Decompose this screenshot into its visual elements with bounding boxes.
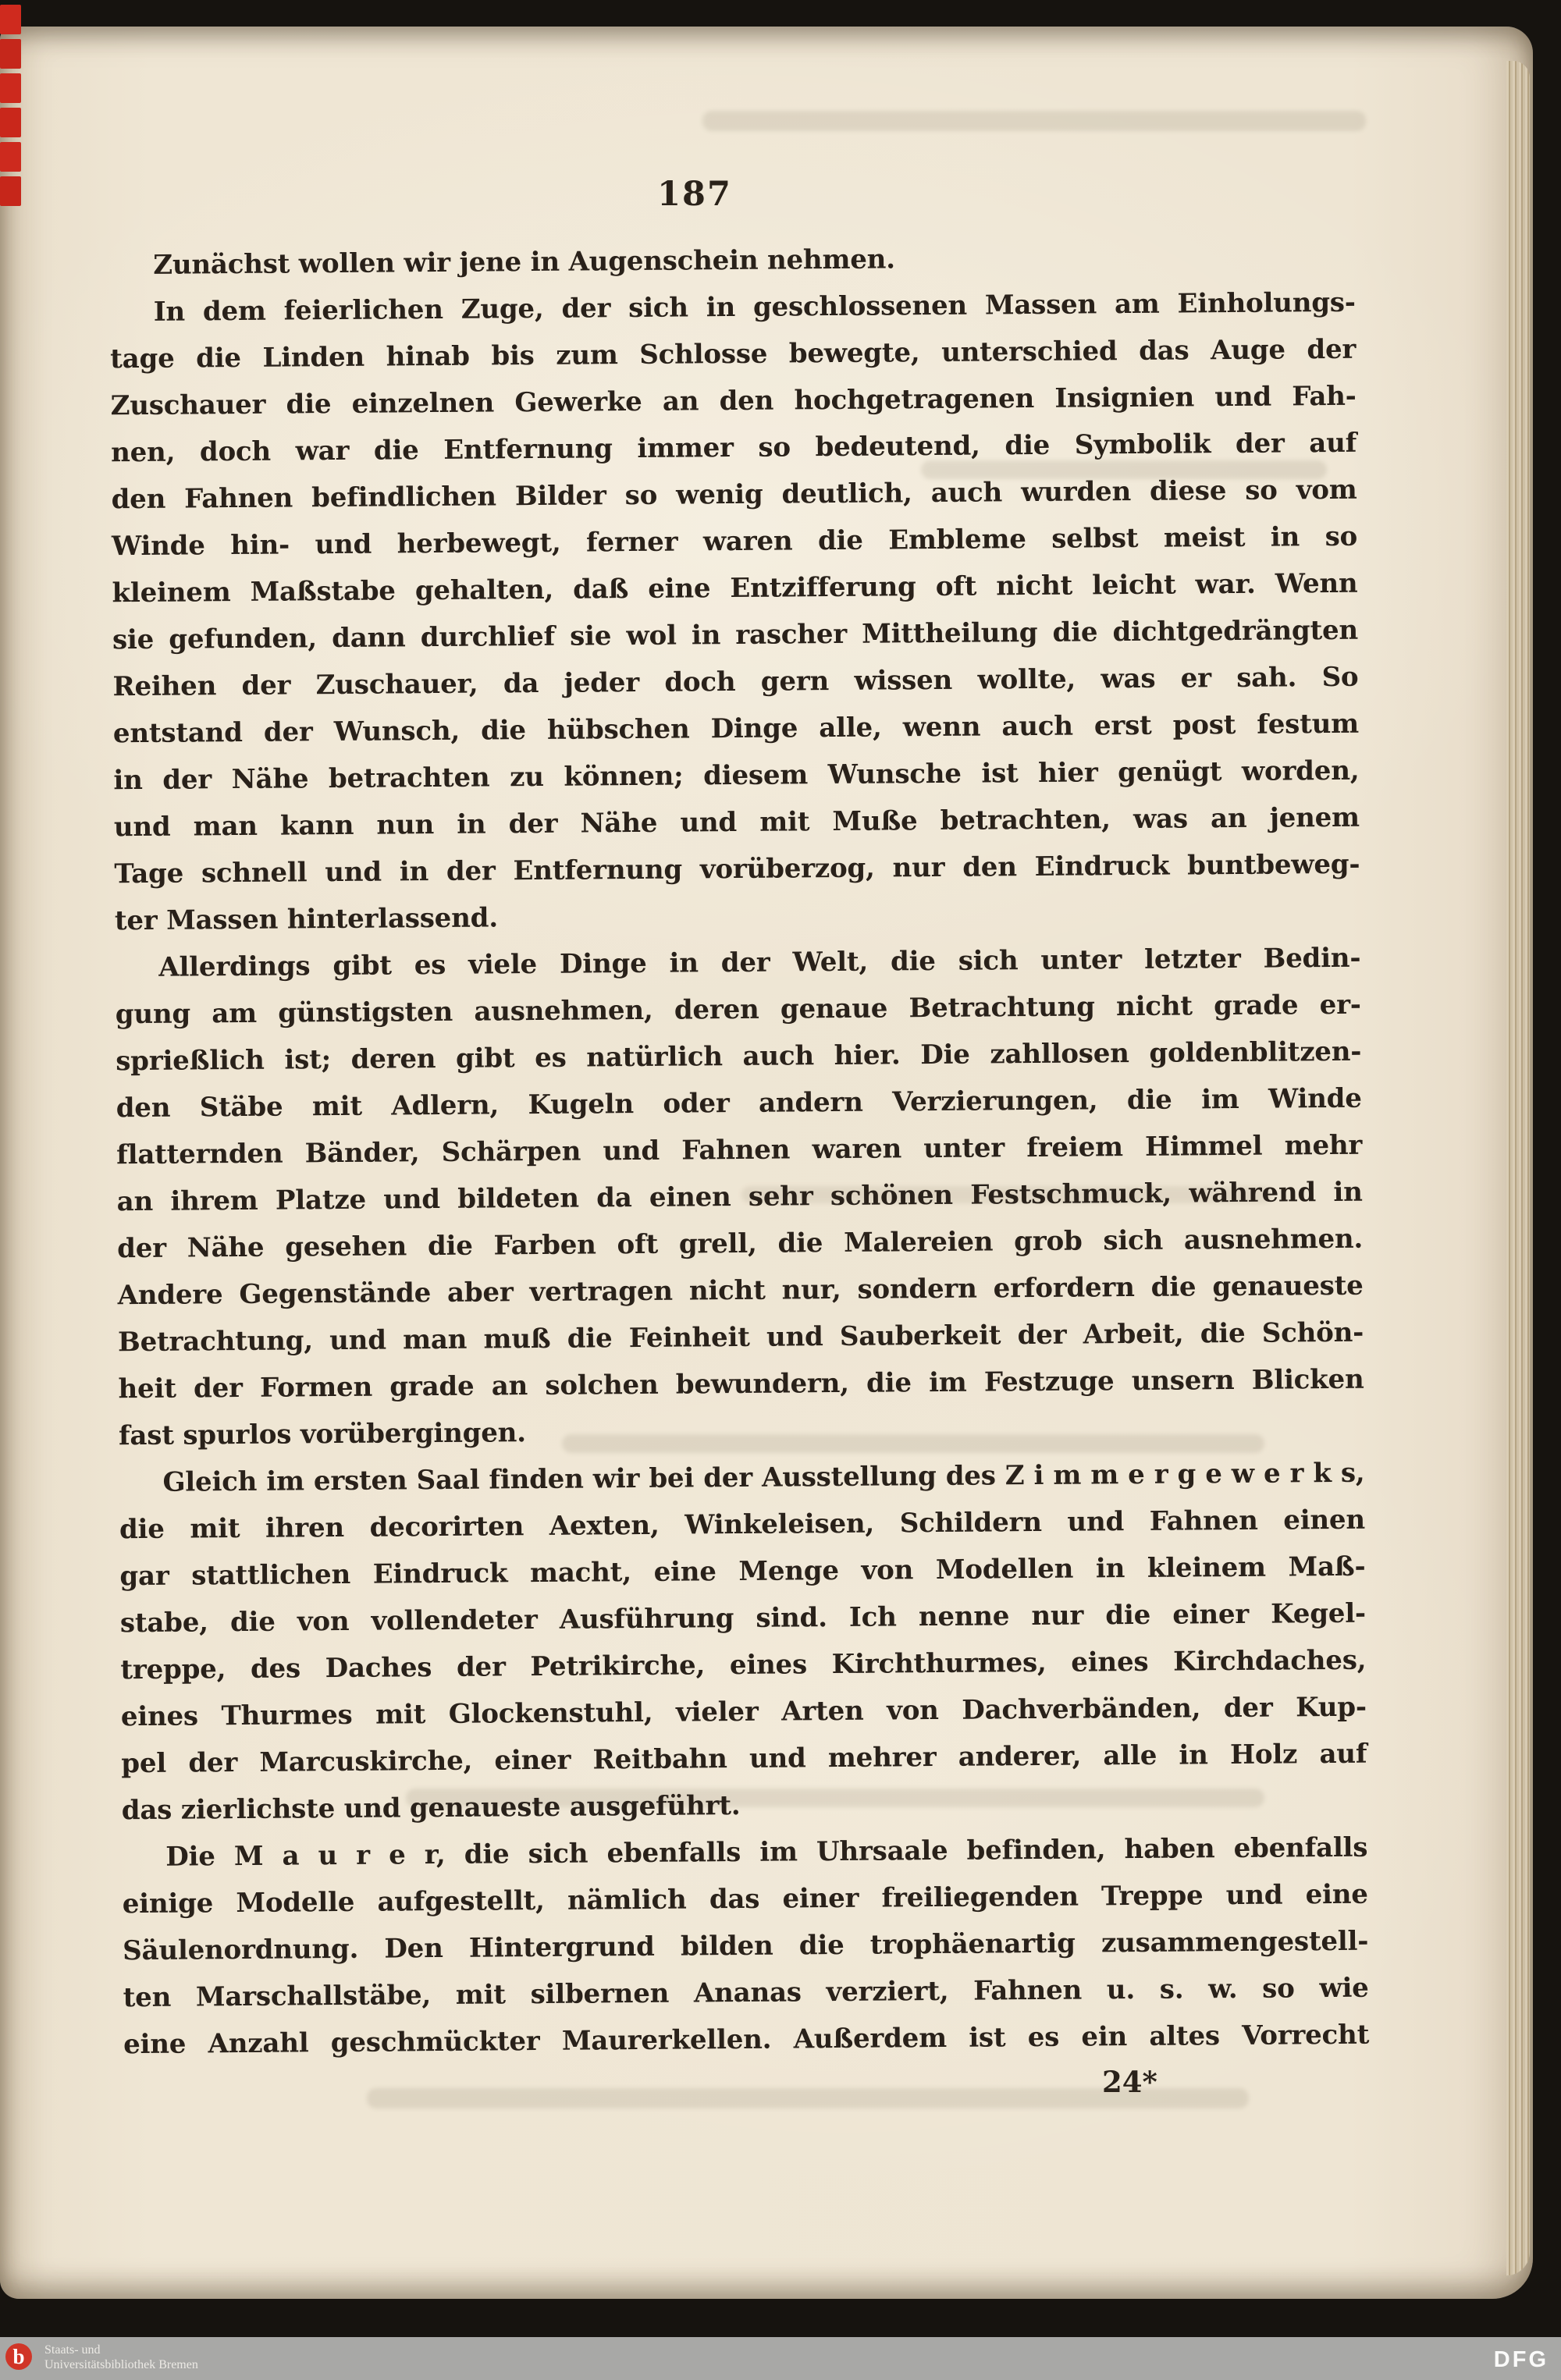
text-line: ter Massen hinterlassend. xyxy=(114,902,499,937)
text-line: Betrachtung, und man muß die Feinheit und Sauberkeit der Arbeit, die Schön- xyxy=(117,1316,1364,1359)
text-line: In dem feierlichen Zuge, der sich in geschlossenen Massen am Einholungs- xyxy=(153,286,1356,328)
text-line: Zuschauer die einzelnen Gewerke an den hochgetragenen Insignien und Fah- xyxy=(110,380,1357,422)
text-line: heit der Formen grade an solchen bewundern, die im Festzuge unsern Blicken xyxy=(118,1363,1364,1405)
text-line: Andere Gegenstände aber vertragen nicht nur, sondern erfordern die genaueste xyxy=(117,1270,1364,1312)
text-line: gar stattlichen Eindruck macht, eine Menge von Modellen in kleinem Maß- xyxy=(119,1551,1366,1593)
library-name-line2: Universitätsbibliothek Bremen xyxy=(44,2358,198,2371)
color-calibration-mark xyxy=(0,176,21,206)
text-line: kleinem Maßstabe gehalten, daß eine Entzifferung oft nicht leicht war. Wenn xyxy=(112,567,1358,609)
text-line: an ihrem Platze und bildeten da einen sehr schönen Festschmuck, während in xyxy=(116,1176,1363,1218)
text-block xyxy=(109,233,1369,2068)
text-line: das zierlichste und genaueste ausgeführt. xyxy=(121,1789,741,1827)
text-line: ten Marschallstäbe, mit silbernen Ananas verziert, Fahnen u. s. w. so wie xyxy=(123,1972,1369,2014)
text-line: den Stäbe mit Adlern, Kugeln oder andern Verzierungen, die im Winde xyxy=(116,1082,1362,1124)
text-line: sprießlich ist; deren gibt es natürlich auch hier. Die zahllosen goldenblitzen- xyxy=(116,1035,1362,1078)
color-calibration-mark xyxy=(0,73,21,103)
text-line: fast spurlos vorübergingen. xyxy=(118,1417,527,1452)
text-line: nen, doch war die Entfernung immer so bedeutend, die Symbolik der auf xyxy=(110,427,1357,469)
text-line: einige Modelle aufgestellt, nämlich das einer freiliegenden Treppe und eine xyxy=(122,1878,1368,1920)
text-line: pel der Marcuskirche, einer Reitbahn und mehrer anderer, alle in Holz auf xyxy=(121,1738,1367,1780)
text-line: gung am günstigsten ausnehmen, deren genaue Betrachtung nicht grade er- xyxy=(115,989,1361,1031)
library-logo-letter: b xyxy=(12,2344,25,2368)
text-line: Tage schnell und in der Entfernung vorüberzog, nur den Eindruck buntbeweg- xyxy=(114,848,1360,890)
text-line: Reihen der Zuschauer, da jeder doch gern wissen wollte, was er sah. So xyxy=(112,661,1359,703)
text-line: Winde hin- und herbewegt, ferner waren die Embleme selbst meist in so xyxy=(111,520,1358,563)
text-line: Gleich im ersten Saal finden wir bei der Ausstellung des Z i m m e r g e w e r k s, xyxy=(162,1457,1365,1498)
text-line: und man kann nun in der Nähe und mit Muße betrachten, was an jenem xyxy=(113,801,1360,844)
text-line: sie gefunden, dann durchlief sie wol in rascher Mittheilung die dichtgedrängten xyxy=(112,614,1359,656)
fore-edge-pages xyxy=(1506,61,1530,2275)
footer-bar xyxy=(0,2337,1561,2380)
color-calibration-mark xyxy=(0,5,21,34)
text-line: stabe, die von vollendeter Ausführung sind. Ich nenne nur die einer Kegel- xyxy=(119,1597,1367,1639)
library-logo-badge xyxy=(5,2343,32,2370)
text-line: Allerdings gibt es viele Dinge in der Welt, die sich unter letzter Bedin- xyxy=(158,942,1361,983)
color-calibration-mark xyxy=(0,39,21,69)
bleedthrough-smudge xyxy=(702,111,1366,131)
book-page xyxy=(0,27,1533,2299)
text-line: der Nähe gesehen die Farben oft grell, die Malereien grob sich ausnehmen. xyxy=(116,1223,1364,1265)
text-line: den Fahnen befindlichen Bilder so wenig deutlich, auch wurden diese so vom xyxy=(111,474,1357,516)
text-line: treppe, des Daches der Petrikirche, eines Kirchthurmes, eines Kirchdaches, xyxy=(120,1644,1367,1686)
library-name xyxy=(44,2343,198,2372)
text-line: in der Nähe betrachten zu können; diesem Wunsche ist hier genügt worden, xyxy=(113,755,1360,797)
page-number: 187 xyxy=(657,175,732,214)
text-line: flatternden Bänder, Schärpen und Fahnen waren unter freiem Himmel mehr xyxy=(116,1129,1363,1171)
library-name-line1: Staats- und xyxy=(44,2343,101,2357)
signature-mark: 24* xyxy=(1102,2065,1157,2099)
text-line: Säulenordnung. Den Hintergrund bilden die trophäenartig zusammengestell- xyxy=(123,1925,1369,1967)
text-line: Die M a u r e r, die sich ebenfalls im Uhrsaale befinden, haben ebenfalls xyxy=(165,1831,1368,1873)
text-line: Zunächst wollen wir jene in Augenschein nehmen. xyxy=(153,243,896,281)
text-line: tage die Linden hinab bis zum Schlosse bewegte, unterschied das Auge der xyxy=(110,333,1357,375)
dfg-logo: DFG xyxy=(1493,2347,1549,2372)
text-line: eines Thurmes mit Glockenstuhl, vieler Arten von Dachverbänden, der Kup- xyxy=(120,1691,1367,1733)
text-line: entstand der Wunsch, die hübschen Dinge alle, wenn auch erst post festum xyxy=(112,708,1360,750)
color-calibration-mark xyxy=(0,142,21,172)
color-calibration-mark xyxy=(0,108,21,137)
text-line: eine Anzahl geschmückter Maurerkellen. Außerdem ist es ein altes Vorrecht xyxy=(123,2019,1370,2061)
text-line: die mit ihren decorirten Aexten, Winkeleisen, Schildern und Fahnen einen xyxy=(119,1504,1366,1546)
